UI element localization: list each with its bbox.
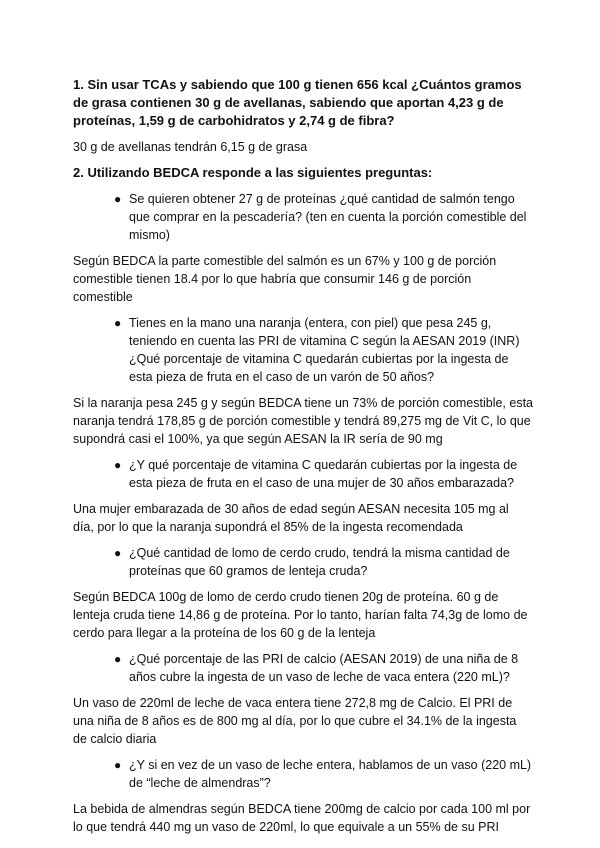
question-2-item-2-text: Tienes en la mano una naranja (entera, con piel) que pesa 245 g, teniendo en cuenta las PRI de vitamina C según la AESAN 2019 (INR) ¿Qué porcentaje de vitamina C quedarán cubiertas por la ingesta de esta pieza de fruta en el caso de un varón de 50 años? [129,316,520,384]
question-2-item-1-answer: Según BEDCA la parte comestible del salmón es un 67% y 100 g de porción comestible tienen 18.4 por lo que habría que consumir 146 g de porción comestible [73,254,497,304]
question-2-item-4 [73,544,533,580]
question-2-item-2 [73,314,533,386]
bullet-icon: ● [114,458,122,472]
question-2-item-6 [73,756,533,792]
bullet-icon: ● [114,758,122,772]
bullet-icon: ● [114,652,122,666]
question-1-title: 1. Sin usar TCAs y sabiendo que 100 g tienen 656 kcal ¿Cuántos gramos de grasa contienen 30 g de avellanas, sabiendo que aportan 4,23 g de proteínas, 1,59 g de carbohidratos y 2,74 g de fibra? [73,77,522,128]
question-1-answer: 30 g de avellanas tendrán 6,15 g de grasa [73,140,308,154]
question-2-item-1-text: Se quieren obtener 27 g de proteínas ¿qué cantidad de salmón tengo que comprar en la pescadería? (ten en cuenta la porción comestible del mismo) [129,192,527,242]
question-2-item-3-text: ¿Y qué porcentaje de vitamina C quedarán cubiertas por la ingesta de esta pieza de fruta en el caso de una mujer de 30 años embarazada? [129,458,518,490]
question-2-item-3 [73,456,533,492]
question-2-item-1 [73,190,533,244]
question-2-item-3-answer: Una mujer embarazada de 30 años de edad según AESAN necesita 105 mg al día, por lo que la naranja supondrá el 85% de la ingesta recomendada [73,502,509,534]
bullet-icon: ● [114,192,122,206]
question-2-item-6-answer: La bebida de almendras según BEDCA tiene 200mg de calcio por cada 100 ml por lo que tendrá 440 mg un vaso de 220ml, lo que equivale a un 55% de su PRI [73,802,531,834]
bullet-icon: ● [114,316,122,330]
document-content [73,76,533,836]
question-2-title: 2. Utilizando BEDCA responde a las siguientes preguntas: [73,165,433,180]
bullet-icon: ● [114,546,122,560]
question-2-item-2-answer: Si la naranja pesa 245 g y según BEDCA tiene un 73% de porción comestible, esta naranja tendrá 178,85 g de porción comestible y tendrá 89,275 mg de Vit C, lo que supondrá casi el 100%, ya que según AESAN la IR sería de 90 mg [73,396,534,446]
question-2-item-5-answer: Un vaso de 220ml de leche de vaca entera tiene 272,8 mg de Calcio. El PRI de una niña de 8 años es de 800 mg al día, por lo que cubre el 34.1% de la ingesta de calcio diaria [73,696,517,746]
question-2-item-4-text: ¿Qué cantidad de lomo de cerdo crudo, tendrá la misma cantidad de proteínas que 60 gramos de lenteja cruda? [129,546,510,578]
question-2-item-4-answer: Según BEDCA 100g de lomo de cerdo crudo tienen 20g de proteína. 60 g de lenteja cruda tiene 14,86 g de proteína. Por lo tanto, harían falta 74,3g de lomo de cerdo para llegar a la proteína de los 60 g de la lenteja [73,590,528,640]
question-2-item-5 [73,650,533,686]
question-2-item-6-text: ¿Y si en vez de un vaso de leche entera, hablamos de un vaso (220 mL) de “leche de almendras”? [129,758,532,790]
question-2-item-5-text: ¿Qué porcentaje de las PRI de calcio (AESAN 2019) de una niña de 8 años cubre la ingesta de un vaso de leche de vaca entera (220 mL)? [129,652,519,684]
